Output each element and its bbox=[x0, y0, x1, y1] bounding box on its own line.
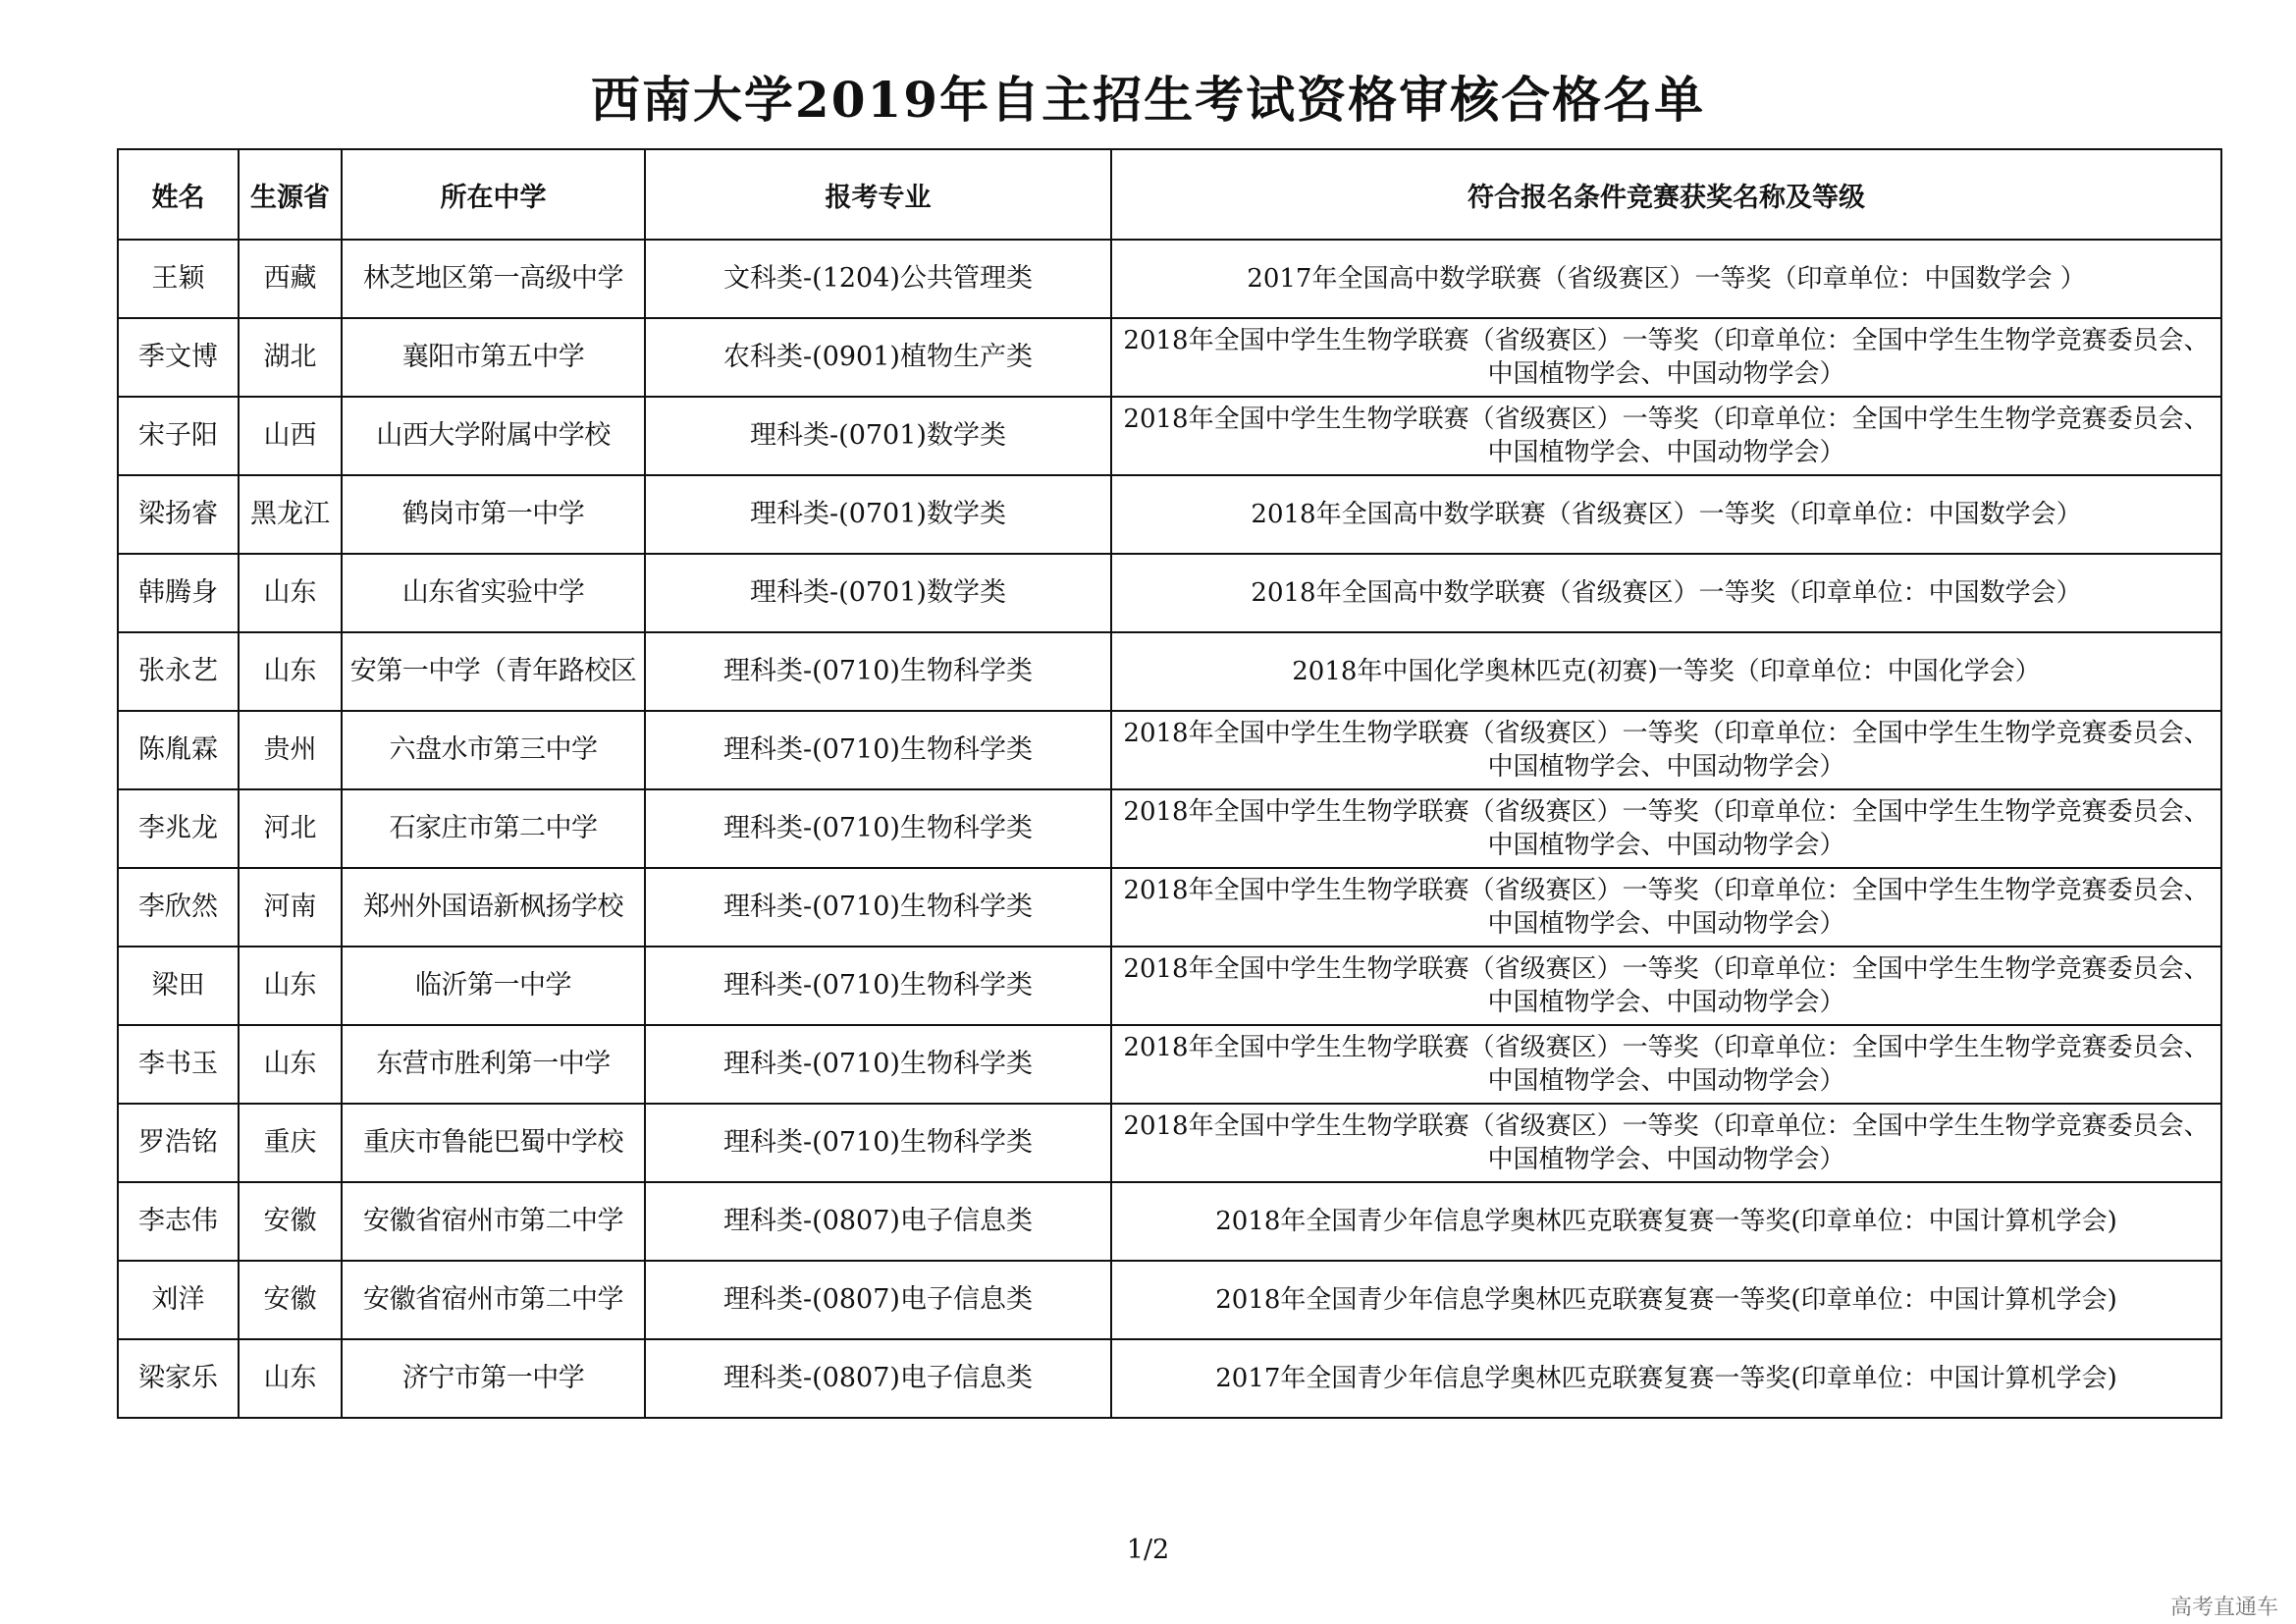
cell-province: 山东 bbox=[239, 947, 342, 1025]
cell-school: 山西大学附属中学校 bbox=[342, 397, 645, 475]
cell-award: 2018年全国中学生生物学联赛（省级赛区）一等奖（印章单位：全国中学生生物学竞赛委员会、中国植物学会、中国动物学会） bbox=[1111, 318, 2221, 397]
cell-major: 理科类-(0701)数学类 bbox=[645, 475, 1111, 554]
cell-award: 2018年全国中学生生物学联赛（省级赛区）一等奖（印章单位：全国中学生生物学竞赛委员会、中国植物学会、中国动物学会） bbox=[1111, 397, 2221, 475]
cell-major: 理科类-(0710)生物科学类 bbox=[645, 868, 1111, 947]
page-title: 西南大学2019年自主招生考试资格审核合格名单 bbox=[590, 71, 1706, 129]
cell-name: 李志伟 bbox=[118, 1182, 239, 1261]
cell-major: 理科类-(0710)生物科学类 bbox=[645, 947, 1111, 1025]
cell-award: 2018年全国中学生生物学联赛（省级赛区）一等奖（印章单位：全国中学生生物学竞赛委员会、中国植物学会、中国动物学会） bbox=[1111, 947, 2221, 1025]
table-row bbox=[118, 868, 2221, 947]
cell-name: 王颖 bbox=[118, 240, 239, 318]
cell-major: 理科类-(0710)生物科学类 bbox=[645, 1025, 1111, 1104]
table-row bbox=[118, 475, 2221, 554]
cell-award: 2018年全国中学生生物学联赛（省级赛区）一等奖（印章单位：全国中学生生物学竞赛委员会、中国植物学会、中国动物学会） bbox=[1111, 1025, 2221, 1104]
cell-name: 韩腾身 bbox=[118, 554, 239, 632]
cell-name: 梁田 bbox=[118, 947, 239, 1025]
header-school: 所在中学 bbox=[342, 149, 645, 240]
cell-school: 郑州外国语新枫扬学校 bbox=[342, 868, 645, 947]
header-award: 符合报名条件竞赛获奖名称及等级 bbox=[1111, 149, 2221, 240]
cell-major: 理科类-(0807)电子信息类 bbox=[645, 1182, 1111, 1261]
watermark: 高考直通车 bbox=[2169, 1596, 2278, 1620]
cell-school: 襄阳市第五中学 bbox=[342, 318, 645, 397]
table-row bbox=[118, 554, 2221, 632]
table-row bbox=[118, 240, 2221, 318]
table-row bbox=[118, 397, 2221, 475]
table-header-row bbox=[118, 149, 2221, 240]
table-row bbox=[118, 1025, 2221, 1104]
table-row bbox=[118, 947, 2221, 1025]
cell-school: 东营市胜利第一中学 bbox=[342, 1025, 645, 1104]
cell-award: 2018年全国高中数学联赛（省级赛区）一等奖（印章单位：中国数学会） bbox=[1111, 554, 2221, 632]
cell-award: 2018年中国化学奥林匹克(初赛)一等奖（印章单位：中国化学会） bbox=[1111, 632, 2221, 711]
cell-name: 季文博 bbox=[118, 318, 239, 397]
cell-school: 安徽省宿州市第二中学 bbox=[342, 1261, 645, 1339]
cell-major: 农科类-(0901)植物生产类 bbox=[645, 318, 1111, 397]
header-province: 生源省 bbox=[239, 149, 342, 240]
cell-province: 安徽 bbox=[239, 1182, 342, 1261]
cell-school: 安徽省宿州市第二中学 bbox=[342, 1182, 645, 1261]
cell-school: 安第一中学（青年路校区 bbox=[342, 632, 645, 711]
table-row bbox=[118, 632, 2221, 711]
cell-school: 石家庄市第二中学 bbox=[342, 789, 645, 868]
cell-major: 理科类-(0807)电子信息类 bbox=[645, 1261, 1111, 1339]
table-row bbox=[118, 711, 2221, 789]
cell-school: 鹤岗市第一中学 bbox=[342, 475, 645, 554]
cell-major: 理科类-(0710)生物科学类 bbox=[645, 632, 1111, 711]
cell-school: 重庆市鲁能巴蜀中学校 bbox=[342, 1104, 645, 1182]
cell-name: 李书玉 bbox=[118, 1025, 239, 1104]
cell-province: 重庆 bbox=[239, 1104, 342, 1182]
cell-major: 理科类-(0701)数学类 bbox=[645, 554, 1111, 632]
cell-award: 2017年全国高中数学联赛（省级赛区）一等奖（印章单位：中国数学会 ） bbox=[1111, 240, 2221, 318]
cell-major: 理科类-(0710)生物科学类 bbox=[645, 789, 1111, 868]
cell-name: 梁家乐 bbox=[118, 1339, 239, 1418]
header-major: 报考专业 bbox=[645, 149, 1111, 240]
cell-award: 2017年全国青少年信息学奥林匹克联赛复赛一等奖(印章单位：中国计算机学会) bbox=[1111, 1339, 2221, 1418]
cell-name: 张永艺 bbox=[118, 632, 239, 711]
cell-province: 贵州 bbox=[239, 711, 342, 789]
cell-award: 2018年全国青少年信息学奥林匹克联赛复赛一等奖(印章单位：中国计算机学会) bbox=[1111, 1182, 2221, 1261]
cell-name: 梁扬睿 bbox=[118, 475, 239, 554]
cell-major: 理科类-(0701)数学类 bbox=[645, 397, 1111, 475]
cell-province: 湖北 bbox=[239, 318, 342, 397]
cell-school: 林芝地区第一高级中学 bbox=[342, 240, 645, 318]
cell-name: 陈胤霖 bbox=[118, 711, 239, 789]
cell-school: 六盘水市第三中学 bbox=[342, 711, 645, 789]
cell-award: 2018年全国中学生生物学联赛（省级赛区）一等奖（印章单位：全国中学生生物学竞赛委员会、中国植物学会、中国动物学会） bbox=[1111, 1104, 2221, 1182]
cell-name: 刘洋 bbox=[118, 1261, 239, 1339]
cell-school: 山东省实验中学 bbox=[342, 554, 645, 632]
cell-name: 宋子阳 bbox=[118, 397, 239, 475]
qualified-roster-table bbox=[117, 148, 2222, 1419]
cell-award: 2018年全国中学生生物学联赛（省级赛区）一等奖（印章单位：全国中学生生物学竞赛委员会、中国植物学会、中国动物学会） bbox=[1111, 789, 2221, 868]
cell-province: 河南 bbox=[239, 868, 342, 947]
cell-school: 临沂第一中学 bbox=[342, 947, 645, 1025]
cell-province: 河北 bbox=[239, 789, 342, 868]
cell-province: 山东 bbox=[239, 1339, 342, 1418]
cell-province: 黑龙江 bbox=[239, 475, 342, 554]
cell-major: 理科类-(0807)电子信息类 bbox=[645, 1339, 1111, 1418]
cell-major: 理科类-(0710)生物科学类 bbox=[645, 711, 1111, 789]
table-row bbox=[118, 789, 2221, 868]
cell-province: 山东 bbox=[239, 554, 342, 632]
cell-award: 2018年全国高中数学联赛（省级赛区）一等奖（印章单位：中国数学会） bbox=[1111, 475, 2221, 554]
cell-award: 2018年全国中学生生物学联赛（省级赛区）一等奖（印章单位：全国中学生生物学竞赛委员会、中国植物学会、中国动物学会） bbox=[1111, 711, 2221, 789]
cell-major: 文科类-(1204)公共管理类 bbox=[645, 240, 1111, 318]
table-row bbox=[118, 1104, 2221, 1182]
cell-province: 山西 bbox=[239, 397, 342, 475]
cell-province: 西藏 bbox=[239, 240, 342, 318]
header-name: 姓名 bbox=[118, 149, 239, 240]
table-row bbox=[118, 1339, 2221, 1418]
cell-award: 2018年全国青少年信息学奥林匹克联赛复赛一等奖(印章单位：中国计算机学会) bbox=[1111, 1261, 2221, 1339]
page-number: 1/2 bbox=[1126, 1535, 1170, 1565]
cell-province: 安徽 bbox=[239, 1261, 342, 1339]
table-row bbox=[118, 1261, 2221, 1339]
cell-province: 山东 bbox=[239, 1025, 342, 1104]
cell-province: 山东 bbox=[239, 632, 342, 711]
cell-name: 罗浩铭 bbox=[118, 1104, 239, 1182]
cell-award: 2018年全国中学生生物学联赛（省级赛区）一等奖（印章单位：全国中学生生物学竞赛委员会、中国植物学会、中国动物学会） bbox=[1111, 868, 2221, 947]
cell-name: 李欣然 bbox=[118, 868, 239, 947]
table-row bbox=[118, 318, 2221, 397]
table-body bbox=[118, 240, 2221, 1418]
cell-school: 济宁市第一中学 bbox=[342, 1339, 645, 1418]
cell-major: 理科类-(0710)生物科学类 bbox=[645, 1104, 1111, 1182]
table-row bbox=[118, 1182, 2221, 1261]
cell-name: 李兆龙 bbox=[118, 789, 239, 868]
